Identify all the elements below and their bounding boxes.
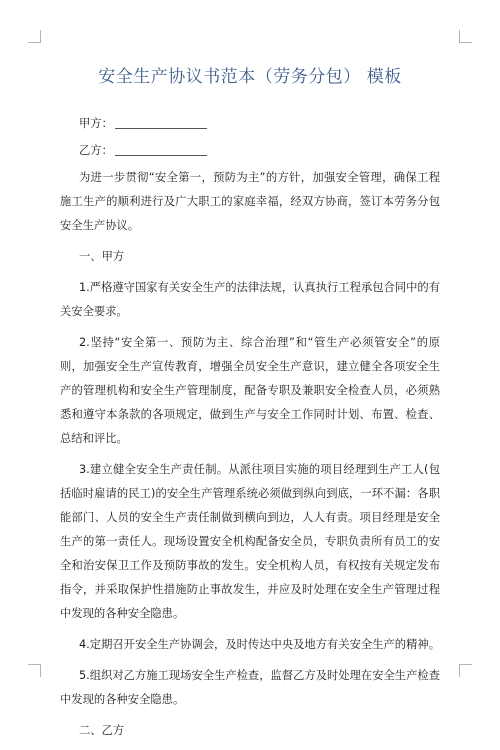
section-heading-party-a: 一、甲方 [79, 250, 125, 263]
crop-mark-bottom-left [28, 664, 41, 677]
party-a-field [60, 112, 440, 136]
document-title: 安全生产协议书范本（劳务分包） 模板 [98, 67, 402, 87]
crop-mark-bottom-right [459, 664, 472, 677]
party-a-blank-line[interactable] [115, 114, 207, 129]
crop-mark-top-right [459, 30, 472, 43]
section-heading-party-b: 二、乙方 [79, 724, 125, 737]
clause-2: 2.坚持“安全第一、预防为主、综合治理”和“管生产必须管安全”的原则，加强安全生产宣传教育，增强全员安全生产意识，建立健全各项安全生产的管理机构和安全生产管理制度，配备专职及兼职安全检查人员，必须熟悉和遵守本条款的各项规定，做到生产与安全工作同时计划、布置、检查、总结和评比。 [60, 336, 440, 445]
clause-3: 3.建立健全安全生产责任制。从派往项目实施的项目经理到生产工人(包括临时雇请的民工)的安全生产管理系统必须做到纵向到底，一环不漏：各职能部门、人员的安全生产责任制做到横向到边，人人有责。项目经理是安全生产的第一责任人。现场设置安全机构配备安全员，专职负责所有员工的安全和治安保卫工作及预防事故的发生。安全机构人员，有权按有关规定发布指令，并采取保护性措施防止事故发生，并应及时处理在安全生产管理过程中发现的各种安全隐患。 [60, 463, 440, 620]
party-a-label: 甲方： [79, 117, 113, 130]
intro-paragraph: 为进一步贯彻“安全第一，预防为主”的方针，加强安全管理，确保工程施工生产的顺利进行及广大职工的家庭幸福，经双方协商，签订本劳务分包安全生产协议。 [60, 171, 440, 232]
clause-4: 4.定期召开安全生产协调会，及时传达中央及地方有关安全生产的精神。 [79, 638, 440, 651]
clause-5: 5.组织对乙方施工现场安全生产检查，监督乙方及时处理在安全生产检查中发现的各种安全隐患。 [60, 669, 440, 706]
clause-1: 1.严格遵守国家有关安全生产的法律法规，认真执行工程承包合同中的有关安全要求。 [60, 281, 440, 318]
party-b-blank-line[interactable] [115, 141, 207, 156]
party-b-label: 乙方： [79, 144, 113, 157]
document-body [60, 112, 440, 750]
party-b-field [60, 139, 440, 163]
crop-mark-top-left [28, 30, 41, 43]
